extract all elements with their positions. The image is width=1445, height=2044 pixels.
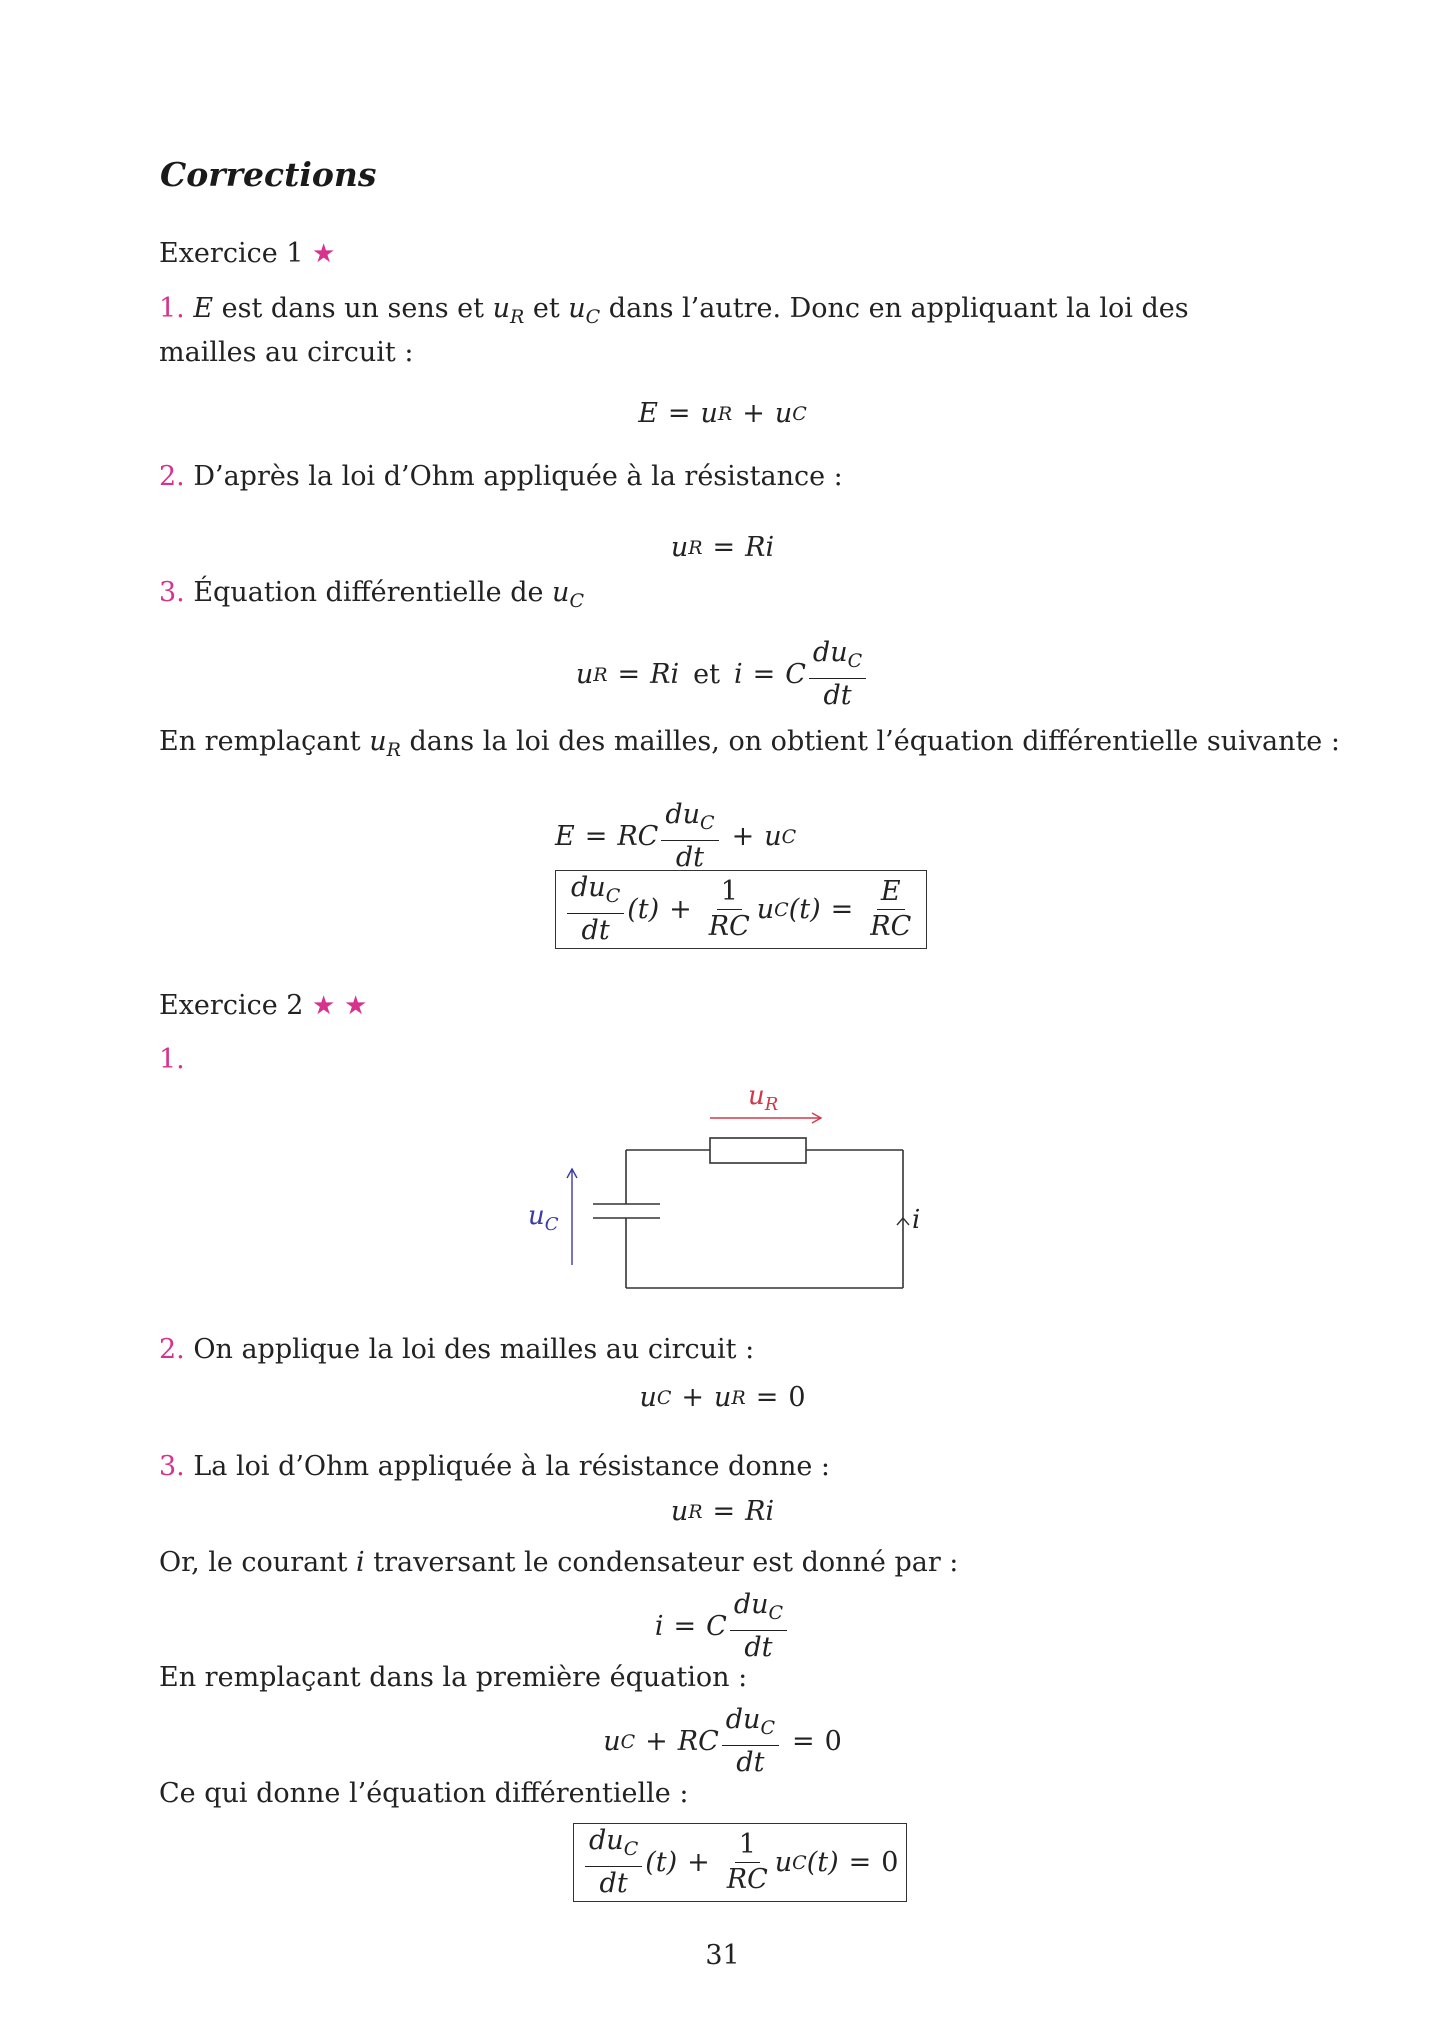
op-equals: = bbox=[830, 894, 854, 925]
var-u: u bbox=[575, 659, 594, 690]
var-u: u bbox=[700, 398, 718, 429]
equation-capacitor-current bbox=[0, 1590, 1445, 1663]
exercise-1-title: Exercice 1 bbox=[159, 238, 304, 269]
text-segment: dans la loi des mailles, on obtient l’équation différentielle suivante : bbox=[400, 726, 1340, 757]
subscript-C: C bbox=[605, 885, 621, 907]
ex2-question-1 bbox=[159, 1042, 185, 1077]
fraction-1-RC bbox=[723, 1830, 772, 1895]
subscript-C: C bbox=[847, 650, 863, 672]
subscript-R: R bbox=[717, 402, 733, 425]
rc-circuit-diagram bbox=[500, 1080, 960, 1310]
subscript-R: R bbox=[731, 1386, 746, 1409]
var-dt: dt bbox=[736, 1747, 765, 1778]
question-number: 1. bbox=[159, 293, 185, 324]
var-t: (t) bbox=[788, 894, 821, 925]
equation-ohm-law bbox=[0, 532, 1445, 563]
var-i: i bbox=[356, 1547, 365, 1578]
var-E: E bbox=[877, 877, 905, 910]
var-du: du bbox=[812, 637, 848, 668]
subscript-R: R bbox=[688, 536, 703, 559]
var-u: u bbox=[670, 532, 689, 563]
text-segment: En remplaçant bbox=[159, 726, 370, 757]
equation-substituted-2 bbox=[0, 1705, 1445, 1778]
resistor-symbol bbox=[710, 1138, 806, 1163]
subscript-R: R bbox=[688, 1500, 703, 1523]
subscript-C: C bbox=[768, 1602, 784, 1624]
var-dt: dt bbox=[599, 1868, 628, 1899]
numerator-one: 1 bbox=[717, 877, 742, 910]
question-number: 3. bbox=[159, 577, 185, 608]
var-C: C bbox=[706, 1611, 727, 1642]
text-segment: est dans un sens et bbox=[213, 293, 493, 324]
ex2-current-text bbox=[159, 1545, 958, 1580]
var-E: E bbox=[638, 398, 658, 429]
fraction-duC-dt bbox=[567, 873, 624, 946]
var-RC: RC bbox=[617, 821, 659, 852]
op-equals: = bbox=[584, 821, 608, 852]
fraction-duC-dt bbox=[722, 1705, 779, 1778]
op-plus: + bbox=[669, 894, 692, 925]
var-dt: dt bbox=[823, 680, 852, 711]
label-uC-sub: C bbox=[544, 1214, 559, 1235]
var-u: u bbox=[369, 726, 387, 757]
var-t: (t) bbox=[627, 894, 660, 925]
op-plus: + bbox=[731, 821, 755, 852]
subscript-R: R bbox=[509, 306, 525, 328]
subscript-C: C bbox=[792, 402, 807, 425]
fraction-duC-dt bbox=[730, 1590, 787, 1663]
exercise-2-label bbox=[159, 988, 367, 1024]
ex1-question-1 bbox=[159, 291, 1269, 370]
var-u: u bbox=[552, 577, 570, 608]
var-du: du bbox=[665, 799, 701, 830]
var-du: du bbox=[725, 1704, 761, 1735]
var-u: u bbox=[603, 1726, 621, 1757]
question-number: 2. bbox=[159, 461, 185, 492]
question-number: 3. bbox=[159, 1451, 185, 1482]
var-u: u bbox=[756, 894, 775, 925]
subscript-C: C bbox=[760, 1717, 775, 1739]
var-E: E bbox=[555, 821, 575, 852]
op-plus: + bbox=[681, 1382, 705, 1413]
value-zero: 0 bbox=[824, 1726, 842, 1757]
var-u: u bbox=[670, 1496, 689, 1527]
var-u: u bbox=[492, 293, 510, 324]
page-number: 31 bbox=[705, 1940, 740, 1971]
equation-mesh-law-2 bbox=[0, 1382, 1445, 1413]
star-icon: ★ bbox=[312, 991, 336, 1021]
op-equals: = bbox=[755, 1382, 779, 1413]
var-du: du bbox=[733, 1589, 769, 1620]
question-number: 2. bbox=[159, 1334, 185, 1365]
var-dt: dt bbox=[675, 842, 705, 873]
question-text: La loi d’Ohm appliquée à la résistance donne : bbox=[184, 1451, 831, 1482]
subscript-C: C bbox=[700, 812, 715, 834]
label-i: i bbox=[912, 1205, 921, 1235]
fraction-duC-dt bbox=[809, 638, 866, 711]
label-uR-main: u bbox=[748, 1081, 765, 1111]
label-uC bbox=[528, 1201, 559, 1235]
var-dt: dt bbox=[744, 1632, 773, 1663]
op-plus: + bbox=[742, 398, 765, 429]
fraction-1-RC bbox=[705, 877, 754, 942]
equation-ohm-law-2 bbox=[0, 1496, 1445, 1527]
section-heading: Corrections bbox=[160, 155, 377, 194]
label-uR bbox=[748, 1081, 778, 1115]
ex1-replacement-text bbox=[159, 724, 1340, 768]
fraction-duC-dt bbox=[661, 800, 718, 873]
subscript-C: C bbox=[774, 898, 789, 921]
var-i: i bbox=[733, 659, 743, 690]
ex1-question-3 bbox=[159, 575, 584, 619]
op-equals: = bbox=[712, 1496, 736, 1527]
conjunction: et bbox=[693, 659, 720, 690]
label-uC-main: u bbox=[528, 1201, 545, 1231]
numerator-one: 1 bbox=[735, 1830, 760, 1863]
ex2-question-3 bbox=[159, 1449, 830, 1484]
var-RC: RC bbox=[870, 911, 912, 942]
subscript-R: R bbox=[593, 663, 608, 686]
equation-mesh-law bbox=[0, 398, 1445, 429]
var-du: du bbox=[571, 872, 606, 903]
var-du: du bbox=[589, 1825, 624, 1856]
subscript-C: C bbox=[781, 825, 797, 848]
subscript-R: R bbox=[386, 739, 401, 761]
star-icon: ★ bbox=[312, 239, 336, 269]
value-zero: 0 bbox=[788, 1382, 806, 1413]
question-text: Équation différentielle de bbox=[184, 577, 553, 608]
label-uR-sub: R bbox=[764, 1094, 779, 1115]
ex1-question-2 bbox=[159, 459, 843, 494]
var-RC: RC bbox=[708, 911, 750, 942]
subscript-C: C bbox=[620, 1730, 636, 1753]
op-equals: = bbox=[673, 1611, 697, 1642]
var-RC: RC bbox=[726, 1864, 768, 1895]
op-equals: = bbox=[848, 1847, 872, 1878]
var-u: u bbox=[568, 293, 586, 324]
subscript-C: C bbox=[569, 590, 584, 612]
exercise-1-label bbox=[159, 236, 335, 272]
equation-substituted bbox=[555, 800, 796, 873]
var-u: u bbox=[774, 1847, 793, 1878]
value-zero: 0 bbox=[881, 1847, 899, 1878]
subscript-C: C bbox=[585, 306, 601, 328]
var-Ri: Ri bbox=[745, 1496, 775, 1527]
ex2-question-2 bbox=[159, 1332, 754, 1367]
subscript-C: C bbox=[656, 1386, 672, 1409]
op-equals: = bbox=[667, 398, 691, 429]
op-equals: = bbox=[712, 532, 736, 563]
op-plus: + bbox=[645, 1726, 668, 1757]
subscript-C: C bbox=[792, 1851, 807, 1874]
op-equals: = bbox=[791, 1726, 815, 1757]
var-u: u bbox=[639, 1382, 657, 1413]
question-text: On applique la loi des mailles au circuit : bbox=[184, 1334, 755, 1365]
question-text: D’après la loi d’Ohm appliquée à la résistance : bbox=[184, 461, 843, 492]
var-RC: RC bbox=[677, 1726, 719, 1757]
boxed-differential-equation-1 bbox=[555, 870, 927, 949]
text-segment: dans l’autre. Donc en appliquant la loi des mailles au circuit : bbox=[159, 293, 1189, 368]
text-segment: et bbox=[524, 293, 569, 324]
subscript-C: C bbox=[623, 1838, 639, 1860]
var-C: C bbox=[785, 659, 806, 690]
text-segment: traversant le condensateur est donné par : bbox=[364, 1547, 959, 1578]
ex2-result-text: Ce qui donne l’équation différentielle : bbox=[159, 1778, 689, 1809]
fraction-duC-dt bbox=[585, 1826, 642, 1899]
var-Ri: Ri bbox=[650, 659, 680, 690]
var-t: (t) bbox=[806, 1847, 839, 1878]
ex2-replacement-text: En remplaçant dans la première équation : bbox=[159, 1662, 748, 1693]
op-plus: + bbox=[687, 1847, 710, 1878]
fraction-E-RC bbox=[866, 877, 915, 942]
boxed-differential-equation-2 bbox=[573, 1823, 907, 1902]
var-u: u bbox=[764, 821, 782, 852]
var-Ri: Ri bbox=[745, 532, 775, 563]
op-equals: = bbox=[617, 659, 641, 690]
var-E: E bbox=[193, 293, 214, 324]
var-t: (t) bbox=[645, 1847, 678, 1878]
var-i: i bbox=[654, 1611, 664, 1642]
question-number: 1. bbox=[159, 1044, 185, 1075]
star-icon: ★ bbox=[343, 991, 368, 1021]
var-u: u bbox=[774, 398, 793, 429]
text-segment: Or, le courant bbox=[159, 1547, 357, 1578]
var-u: u bbox=[714, 1382, 732, 1413]
var-dt: dt bbox=[581, 915, 610, 946]
exercise-2-title: Exercice 2 bbox=[159, 990, 304, 1021]
op-equals: = bbox=[752, 659, 776, 690]
equation-relations bbox=[0, 638, 1445, 711]
